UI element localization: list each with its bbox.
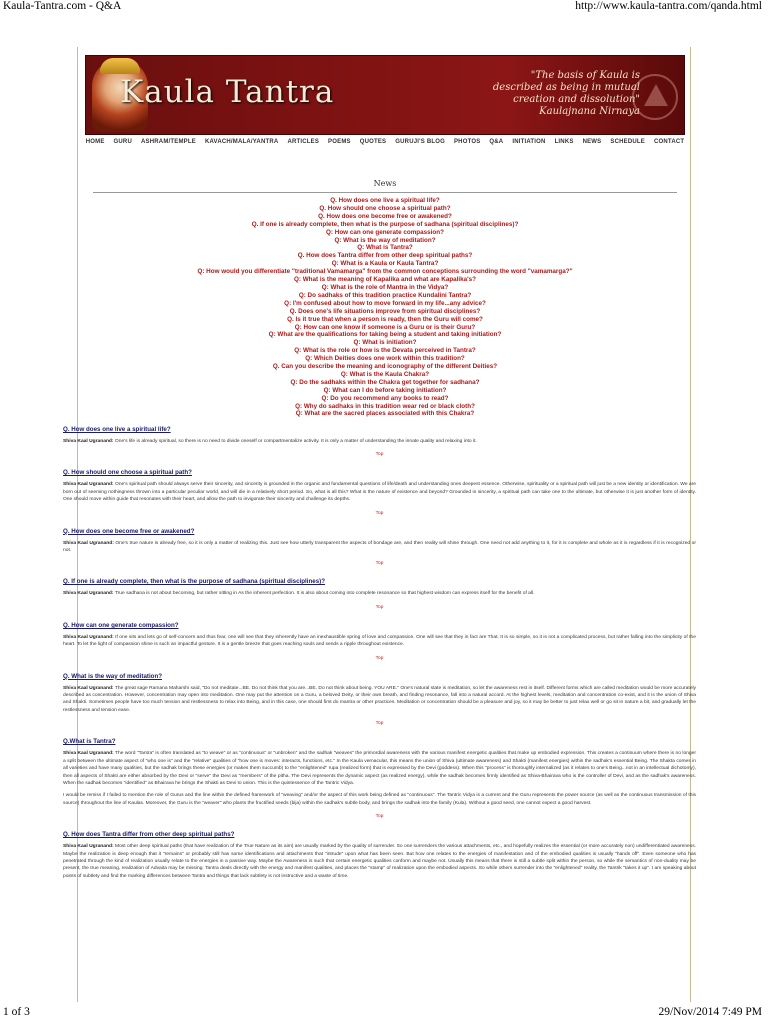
answer-text (63, 685, 696, 715)
answer-text (63, 590, 696, 597)
nav-item-q-a[interactable]: Q&A (489, 139, 504, 145)
print-timestamp: 29/Nov/2014 7:49 PM (658, 1006, 762, 1018)
question-index-link[interactable]: Q: How can one know if someone is a Guru or is their Guru? (294, 323, 476, 331)
news-divider (93, 192, 677, 193)
question-index-link[interactable]: Q: What is Tantra? (357, 244, 413, 252)
question-index-link[interactable]: Q: What is the role or how is the Devata perceived in Tantra? (294, 347, 476, 355)
nav-item-kavach-mala-yantra[interactable]: KAVACH/MALA/YANTRA (204, 139, 279, 145)
qa-item (63, 830, 696, 880)
speaker-name: Shiva Kaal Ugranand: (63, 591, 114, 597)
question-index-link[interactable]: Q. Can you describe the meaning and iconography of the different Deities? (272, 363, 498, 371)
question-heading[interactable]: Q. How can one generate compassion? (63, 621, 179, 629)
answer-body: One's life is already spiritual, so there is no need to divide oneself or compartmentalize activity. It is only a matter of understanding the innate quality and relaxing into it. (114, 439, 477, 444)
question-heading[interactable]: Q. What is the way of meditation? (63, 672, 163, 680)
print-header-title: Kaula-Tantra.com - Q&A (3, 0, 122, 12)
answer-text (63, 634, 696, 649)
question-index-link[interactable]: Q: What is the meaning of Kapalika and what are Kapalika's? (293, 276, 477, 284)
question-index-link[interactable]: Q. How does one live a spiritual life? (330, 197, 440, 204)
back-to-top-link[interactable]: Top (375, 452, 384, 458)
question-index-link[interactable]: Q. How does Tantra differ from other deep spiritual paths? (297, 252, 473, 260)
question-index-link[interactable]: Q: Which Deities does one work within this tradition? (305, 355, 465, 363)
answer-paragraph (63, 792, 696, 807)
site-banner (85, 55, 685, 135)
qa-item (63, 468, 696, 515)
question-index-link[interactable]: Q: Do the sadhaks within the Chakra get together for sadhana? (290, 378, 480, 386)
nav-item-poems[interactable]: POEMS (328, 139, 351, 145)
question-index-link[interactable]: Q. If one is already complete, then what is the purpose of sadhana (spiritual disciplines)? (251, 220, 519, 228)
question-heading[interactable]: Q. How does Tantra differ from other deep spiritual paths? (63, 831, 235, 839)
answer-body: One's spiritual path should always serve their sincerity, and sincerity is grounded in the organic and fundamental questions of life/death and understanding ones deepest essence. Otherwise, spirituality or a spiritual path will just be a new identity or identification. We are born out of seeming nothingness thrown into a particular peculiar world, and will die in a relatively short period. So, what is all this? What is the nature of existence and beyond? Grounded in sincerity, a spiritual path can take one to the ultimate, but otherwise it is just another form of identity. One should move within guide that resonates with their heart, and allow the path to invigorate their sincerity and challenge its depths. (63, 482, 697, 503)
print-page-number: 1 of 3 (3, 1006, 30, 1018)
nav-item-guruji-s-blog[interactable]: GURUJI'S BLOG (395, 139, 445, 145)
question-index-link[interactable]: Q. Does one's life situations improve from spiritual disciplines? (289, 307, 481, 315)
back-to-top-link[interactable]: Top (375, 814, 384, 820)
back-to-top-link[interactable]: Top (375, 561, 384, 567)
answer-paragraph (63, 685, 696, 715)
speaker-name: Shiva Kaal Ugranand: (63, 540, 114, 546)
question-index-link[interactable]: Q: I'm confused about how to move forward in my life...any advice? (284, 299, 486, 307)
question-heading[interactable]: Q. How should one choose a spiritual path? (63, 469, 192, 477)
nav-item-contact[interactable]: CONTACT (653, 139, 685, 145)
back-to-top-link[interactable]: Top (375, 510, 384, 516)
answer-text (63, 481, 696, 503)
qa-item (63, 527, 696, 567)
answer-text (63, 750, 696, 807)
nav-item-initiation[interactable]: INITIATION (512, 139, 546, 145)
qa-item (63, 425, 696, 457)
nav-item-ashram-temple[interactable]: ASHRAM/TEMPLE (141, 139, 196, 145)
answer-paragraph (63, 540, 696, 555)
main-nav (85, 139, 685, 153)
question-index-link[interactable]: Q: What is initiation? (353, 339, 417, 347)
question-index-link[interactable]: Q: What can I do before taking initiation? (323, 386, 447, 394)
question-index-link[interactable]: Q: Why do sadhaks in this tradition wear red or black cloth? (295, 402, 475, 410)
news-heading: News (373, 179, 397, 188)
answer-paragraph (63, 843, 696, 880)
answer-text (63, 438, 696, 445)
speaker-name: Shiva Kaal Ugranand: (63, 844, 114, 850)
answer-paragraph (63, 750, 696, 787)
back-to-top-link[interactable]: Top (375, 721, 384, 727)
answer-paragraph (63, 590, 696, 597)
back-to-top-link[interactable]: Top (375, 655, 384, 661)
qa-item (63, 672, 696, 727)
question-index-link[interactable]: Q: What are the qualifications for taking being a student and taking initiation? (268, 331, 502, 339)
speaker-name: Shiva Kaal Ugranand: (63, 482, 114, 488)
question-heading[interactable]: Q. If one is already complete, then what is the purpose of sadhana (spiritual disciplines)? (63, 578, 325, 586)
print-header (0, 0, 768, 14)
question-index-link[interactable]: Q: What is the Kaula Chakra? (340, 370, 430, 378)
question-index-link[interactable]: Q: What is the role of Mantra in the Vidya? (321, 283, 449, 291)
answer-body: I would be remiss if I failed to mention the role of Gurus and the line within the defined framework of "weaving" and/or the aspect of this work being defined as "continuous". The Tantric Vidya is a current and the Guru represents the power source (as well as the continuous transmission of this source) throughout the line of Kaulas. Moreover, the Guru is the "weaver" who plants the fructified seeds (bija) within the sadhak's subtle body, and brings the sadhak into the family (Kula). Without a good seed, one cannot expect a good harvest. (63, 793, 696, 806)
answer-body: One's true nature is already free, so it is only a matter of realizing this. Just see how utterly transparent the aspects of bondage are, and then reality will shine through. One need not add anything to it, for it is complete and whole as it is regardless if it is recognized or not. (63, 540, 696, 554)
nav-item-news[interactable]: NEWS (582, 139, 602, 145)
back-to-top-link[interactable]: Top (375, 604, 384, 610)
nav-item-quotes[interactable]: QUOTES (359, 139, 387, 145)
answer-body: Most other deep spiritual paths (that have realization of the True Nature as its aim) are usually marked by the quality of surrender. So one surrenders the various attachments, etc., and hopefully realizes the essential (or more accurately non) undifferentiated awareness. Maybe the realization is deep enough that it "remains" or probably still has some identifications and attachments that "intrude" upon what has been seen. But how one relates to the energies of manifestation and of the embodied qualities is usually "hands off". Even someone who has penetrated through the kind of realization usually relate to the energies in a passive way. Maybe the Awareness is such that certain energetic qualities conform and maybe not. Usually this means that there is still a subtle split within the person, so while the semantics of non-duality may be present, the true meaning, realization of Advaita may be missing. Tantra deals directly with the energy and manifest qualities, and places the "stamp" of realization upon the embodied aspects. So while others surrender into the "enlightened" reality, the Tantrik "takes it up". I am speaking about points of subtlety and find the marking differences between Tantra and things that lack subtlety is not instructive and a waste of time. (63, 844, 697, 879)
qa-item (63, 737, 696, 819)
nav-item-home[interactable]: HOME (85, 139, 105, 145)
nav-item-guru[interactable]: GURU (113, 139, 132, 145)
answer-body: The word "Tantra" is often translated as "to weave" or as "continuous" or "unbroken" and the sadhak "weaves" the primordial awareness with the various manifest energetic qualities that make up embodied expression. This creates a continuum where there is no longer a split between the ultimate aspect of "who one is" and the "relative" qualities of "how one is moves: interacts, functions, etc." In the Kaula vernacular, this means the union of Shiva (ultimate awareness) and Shakti (manifest energies) within the sadhak's essential Being. The Shakta comes in all varieties and have many qualities, but the sadhak brings these energies (or makes them succumb) to the "enlightened" rupa (realized form) that is expressed by the Devi (goddess). When this "process" is thoroughly internalized (as it relates to one's Being...not in an intellectual dichotomy), then all aspects of Shakti are either absorbed by the Devi or "serve" the Devi as "members" of the pitha. The Devi represents the dynamic aspect (as realized energy), while the sadhak becomes firmly identified as Shiva-Bhairava who is the controller of Devi, and as the sadhak's awareness. When the sadhak becomes "identified" as Bhairava he brings the Shakti as Devi to union. This is the quintessence of the Tantric Vidya. (63, 751, 696, 786)
nav-item-links[interactable]: LINKS (554, 139, 574, 145)
answer-paragraph (63, 634, 696, 649)
question-index-link[interactable]: Q: How would you differentiate "traditional Vamamarga" from the common conceptions surrounding the word "vamamarga?" (197, 268, 573, 276)
answer-text (63, 843, 696, 880)
yantra-icon (632, 74, 678, 120)
question-index-link[interactable]: Q: What is the way of meditation? (334, 236, 436, 244)
speaker-name: Shiva Kaal Ugranand: (63, 439, 114, 444)
qa-item (63, 577, 696, 609)
speaker-name: Shiva Kaal Ugranand: (63, 751, 114, 757)
question-index-link[interactable]: Q: What are the sacred places associated with this Chakra? (295, 410, 475, 418)
site-logo[interactable]: Kaula Tantra (120, 74, 335, 110)
nav-item-schedule[interactable]: SCHEDULE (610, 139, 645, 145)
answer-body: If one sits and lets go of self-concern and thus fear, one will see that they inherently have an inexhaustible spring of love and compassion. One will see that they in fact are That. It is so simple, so it is not a complicated process, but rather falling into the simplicity of the heart. To let the light of compassion shine is such an impactful gesture. It is a gentle breeze that goes reaching souls and sends a ripple throughout existence. (63, 634, 696, 648)
question-index-link[interactable]: Q. How does one become free or awakened? (318, 212, 452, 220)
speaker-name: Shiva Kaal Ugranand: (63, 685, 114, 691)
question-index-link[interactable]: Q. How should one choose a spiritual path? (319, 204, 451, 212)
print-footer (0, 1006, 768, 1020)
print-header-url: http://www.kaula-tantra.com/qanda.html (575, 0, 762, 12)
question-heading[interactable]: Q.What is Tantra? (63, 738, 116, 746)
answer-paragraph (63, 481, 696, 503)
question-index (78, 197, 691, 418)
answer-paragraph (63, 438, 696, 445)
answer-body: The great sage Ramana Maharshi said, "Do not meditate...BE. Do not think that you are...BE. Do not think about being. YOU ARE." One's natural state is meditation, so let the awareness rest in itself. Different forms which are called meditation would be more accurately described as concentration. However, concentration may open into meditation. One may put the attention on a Guru, a beloved Deity, or their own breath, and finding resonance, fall into a natural accord. At the highest levels, meditation and concentration co-exist, and it is the union of Shiva and Shakti. Sometimes people have too much tension and restlessness to relax into Being, and in this case, one should first do mantra or other practices. Meditation or concentration should be a pleasure and joy, so it may be better to just relax well or go sit in nature a bit, and gradually let the restlessness and tension ease. (63, 685, 696, 713)
question-index-link[interactable]: Q: Do you recommend any books to read? (321, 394, 449, 402)
speaker-name: Shiva Kaal Ugranand: (63, 634, 114, 640)
nav-item-photos[interactable]: PHOTOS (453, 139, 481, 145)
answer-body: True sadhana is not about becoming, but rather sitting in As the inherent perfection. It is also about coming into complete resonance so that highest wisdom can express itself for the benefit of all. (114, 591, 535, 597)
question-heading[interactable]: Q. How does one become free or awakened? (63, 527, 195, 535)
question-index-link[interactable]: Q: What is a Kaula or Kaula Tantra? (331, 260, 439, 268)
qa-item (63, 621, 696, 661)
question-index-link[interactable]: Q: How can one generate compassion? (326, 228, 444, 236)
crown-ornament (100, 58, 140, 74)
question-index-link[interactable]: Q: Do sadhaks of this tradition practice Kundalini Tantra? (298, 291, 472, 299)
question-index-link[interactable]: Q. Is it true that when a person is ready, then the Guru will come? (287, 315, 483, 323)
answer-text (63, 540, 696, 555)
qa-list (63, 425, 696, 880)
question-heading[interactable]: Q. How does one live a spiritual life? (63, 426, 171, 433)
banner-quote: "The basis of Kaula is described as being in mutual creation and dissolution" Kaulajnana Nirnaya (492, 70, 640, 117)
nav-item-articles[interactable]: ARTICLES (287, 139, 320, 145)
